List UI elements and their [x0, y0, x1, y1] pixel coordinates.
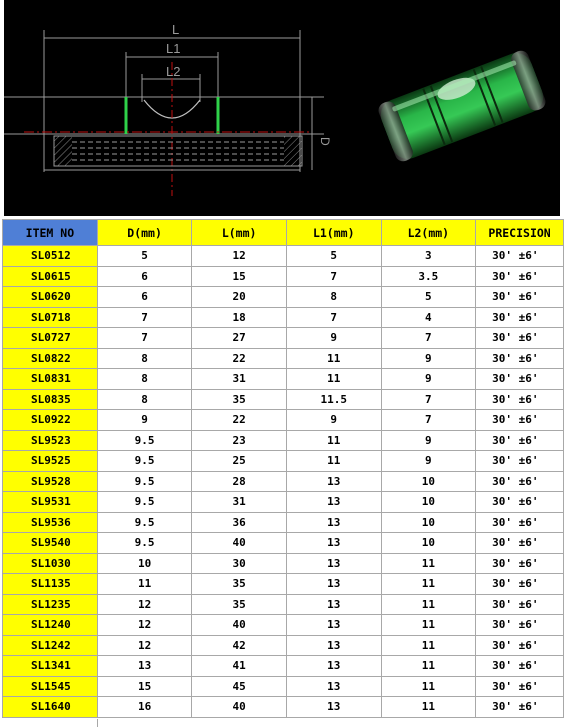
l1-cell: 13	[286, 676, 381, 697]
d-cell: 12	[97, 615, 192, 636]
d-cell: 9.5	[97, 512, 192, 533]
precision-cell: 30' ±6'	[476, 348, 564, 369]
table-row	[3, 328, 564, 349]
l-cell: 35	[192, 574, 287, 595]
l-cell: 45	[192, 676, 287, 697]
l-cell: 27	[192, 328, 287, 349]
precision-cell: 30' ±6'	[476, 451, 564, 472]
item-no-cell: SL1240	[3, 615, 98, 636]
l2-cell: 9	[381, 451, 476, 472]
l-cell: 35	[192, 594, 287, 615]
d-cell: 7	[97, 307, 192, 328]
item-no-cell: SL0727	[3, 328, 98, 349]
dimension-l2	[142, 64, 200, 102]
d-cell: 9.5	[97, 492, 192, 513]
col-header-d: D(mm)	[97, 220, 192, 246]
l1-cell: 5	[286, 246, 381, 267]
col-header-l1: L1(mm)	[286, 220, 381, 246]
d-cell: 16	[97, 697, 192, 718]
item-no-cell: SL1135	[3, 574, 98, 595]
l1-cell: 7	[286, 266, 381, 287]
item-no-cell: SL1242	[3, 635, 98, 656]
vial-cross-section	[4, 62, 324, 196]
precision-cell: 30' ±6'	[476, 410, 564, 431]
l2-cell: 11	[381, 635, 476, 656]
table-row	[3, 369, 564, 390]
precision-cell: 30' ±6'	[476, 246, 564, 267]
item-no-cell: SL9523	[3, 430, 98, 451]
l1-cell: 11	[286, 430, 381, 451]
l-cell: 28	[192, 471, 287, 492]
l2-cell: 3.5	[381, 266, 476, 287]
vial-photo	[376, 48, 548, 163]
precision-cell: 30' ±6'	[476, 697, 564, 718]
l-cell: 20	[192, 287, 287, 308]
d-cell: 9.5	[97, 471, 192, 492]
d-cell: 11	[97, 574, 192, 595]
col-header-l2: L2(mm)	[381, 220, 476, 246]
table-row	[3, 492, 564, 513]
table-row	[3, 533, 564, 554]
l2-cell: 7	[381, 389, 476, 410]
l2-cell: 11	[381, 594, 476, 615]
d-cell: 9	[97, 410, 192, 431]
precision-cell: 30' ±6'	[476, 676, 564, 697]
l1-cell: 13	[286, 594, 381, 615]
d-cell: 8	[97, 369, 192, 390]
l1-cell: 13	[286, 656, 381, 677]
label-d: D	[318, 137, 332, 146]
item-no-cell: SL0512	[3, 246, 98, 267]
table-row	[3, 451, 564, 472]
l1-cell: 11	[286, 348, 381, 369]
l2-cell: 9	[381, 369, 476, 390]
l1-cell: 13	[286, 492, 381, 513]
precision-cell: 30' ±6'	[476, 471, 564, 492]
precision-cell: 30' ±6'	[476, 615, 564, 636]
l2-cell: 10	[381, 492, 476, 513]
item-no-cell: SL1235	[3, 594, 98, 615]
d-cell: 5	[97, 246, 192, 267]
precision-cell: 30' ±6'	[476, 307, 564, 328]
l1-cell: 11	[286, 451, 381, 472]
table-row	[3, 676, 564, 697]
l2-cell: 11	[381, 553, 476, 574]
l2-cell: 4	[381, 307, 476, 328]
label-l: L	[172, 22, 180, 37]
l-cell: 40	[192, 697, 287, 718]
item-no-cell: SL1341	[3, 656, 98, 677]
l2-cell: 11	[381, 676, 476, 697]
item-no-cell: SL1640	[3, 697, 98, 718]
table-row	[3, 410, 564, 431]
product-banner	[4, 0, 560, 216]
precision-cell: 30' ±6'	[476, 574, 564, 595]
l1-cell: 13	[286, 471, 381, 492]
table-row	[3, 471, 564, 492]
item-no-cell: SL1030	[3, 553, 98, 574]
col-header-precision: PRECISION	[476, 220, 564, 246]
item-no-cell: SL1545	[3, 676, 98, 697]
item-no-cell: SL0620	[3, 287, 98, 308]
item-no-cell: SL0822	[3, 348, 98, 369]
l1-cell: 9	[286, 328, 381, 349]
l1-cell: 13	[286, 574, 381, 595]
l-cell: 31	[192, 492, 287, 513]
l1-cell: 13	[286, 615, 381, 636]
d-cell: 12	[97, 635, 192, 656]
d-cell: 9.5	[97, 430, 192, 451]
table-row	[3, 574, 564, 595]
header-row	[3, 220, 564, 246]
l1-cell: 9	[286, 410, 381, 431]
item-no-cell: SL9528	[3, 471, 98, 492]
l2-cell: 7	[381, 328, 476, 349]
l1-cell: 7	[286, 307, 381, 328]
table-row	[3, 266, 564, 287]
d-cell: 12	[97, 594, 192, 615]
item-no-cell: SL0835	[3, 389, 98, 410]
l2-cell: 11	[381, 615, 476, 636]
table-row	[3, 635, 564, 656]
l1-cell: 8	[286, 287, 381, 308]
table-row	[3, 512, 564, 533]
table-row	[3, 287, 564, 308]
l2-cell: 3	[381, 246, 476, 267]
item-no-cell: SL0922	[3, 410, 98, 431]
precision-cell: 30' ±6'	[476, 328, 564, 349]
col-header-item-no: ITEM NO	[3, 220, 98, 246]
l1-cell: 13	[286, 533, 381, 554]
l-cell: 18	[192, 307, 287, 328]
l-cell: 22	[192, 348, 287, 369]
table-row	[3, 553, 564, 574]
precision-cell: 30' ±6'	[476, 656, 564, 677]
table-row	[3, 348, 564, 369]
d-cell: 10	[97, 553, 192, 574]
item-no-cell: SL9525	[3, 451, 98, 472]
l-cell: 41	[192, 656, 287, 677]
table-row	[3, 389, 564, 410]
item-no-cell: SL0718	[3, 307, 98, 328]
l-cell: 22	[192, 410, 287, 431]
d-cell: 7	[97, 328, 192, 349]
l-cell: 40	[192, 533, 287, 554]
l-cell: 15	[192, 266, 287, 287]
d-cell: 9.5	[97, 451, 192, 472]
l-cell: 25	[192, 451, 287, 472]
technical-drawing	[4, 0, 560, 216]
d-cell: 6	[97, 266, 192, 287]
l2-cell: 11	[381, 574, 476, 595]
item-no-cell: SL9540	[3, 533, 98, 554]
l-cell: 40	[192, 615, 287, 636]
l1-cell: 13	[286, 512, 381, 533]
precision-cell: 30' ±6'	[476, 492, 564, 513]
precision-cell: 30' ±6'	[476, 594, 564, 615]
l1-cell: 11.5	[286, 389, 381, 410]
label-l1: L1	[166, 41, 181, 56]
precision-cell: 30' ±6'	[476, 389, 564, 410]
item-no-cell: SL0831	[3, 369, 98, 390]
l-cell: 35	[192, 389, 287, 410]
l2-cell: 10	[381, 471, 476, 492]
precision-cell: 30' ±6'	[476, 430, 564, 451]
d-cell: 8	[97, 348, 192, 369]
l2-cell: 9	[381, 348, 476, 369]
l-cell: 42	[192, 635, 287, 656]
l2-cell: 10	[381, 512, 476, 533]
label-l2: L2	[166, 64, 181, 79]
precision-cell: 30' ±6'	[476, 512, 564, 533]
d-cell: 13	[97, 656, 192, 677]
item-no-cell: SL9531	[3, 492, 98, 513]
l1-cell: 11	[286, 369, 381, 390]
table-row	[3, 430, 564, 451]
table-row	[3, 697, 564, 718]
l-cell: 36	[192, 512, 287, 533]
precision-cell: 30' ±6'	[476, 287, 564, 308]
l1-cell: 13	[286, 635, 381, 656]
table-row	[3, 307, 564, 328]
d-cell: 8	[97, 389, 192, 410]
precision-cell: 30' ±6'	[476, 266, 564, 287]
l-cell: 30	[192, 553, 287, 574]
spec-table	[2, 219, 564, 718]
l-cell: 31	[192, 369, 287, 390]
item-no-cell: SL9536	[3, 512, 98, 533]
l2-cell: 10	[381, 533, 476, 554]
precision-cell: 30' ±6'	[476, 533, 564, 554]
table-row	[3, 594, 564, 615]
l-cell: 12	[192, 246, 287, 267]
l2-cell: 11	[381, 697, 476, 718]
precision-cell: 30' ±6'	[476, 635, 564, 656]
l2-cell: 7	[381, 410, 476, 431]
d-cell: 6	[97, 287, 192, 308]
d-cell: 15	[97, 676, 192, 697]
l-cell: 23	[192, 430, 287, 451]
table-row	[3, 246, 564, 267]
precision-cell: 30' ±6'	[476, 553, 564, 574]
d-cell: 9.5	[97, 533, 192, 554]
item-no-cell: SL0615	[3, 266, 98, 287]
table-row	[3, 656, 564, 677]
table-row	[3, 615, 564, 636]
l1-cell: 13	[286, 553, 381, 574]
col-header-l: L(mm)	[192, 220, 287, 246]
l2-cell: 9	[381, 430, 476, 451]
l1-cell: 13	[286, 697, 381, 718]
l2-cell: 5	[381, 287, 476, 308]
precision-cell: 30' ±6'	[476, 369, 564, 390]
table-footer-edge	[2, 719, 98, 727]
l2-cell: 11	[381, 656, 476, 677]
